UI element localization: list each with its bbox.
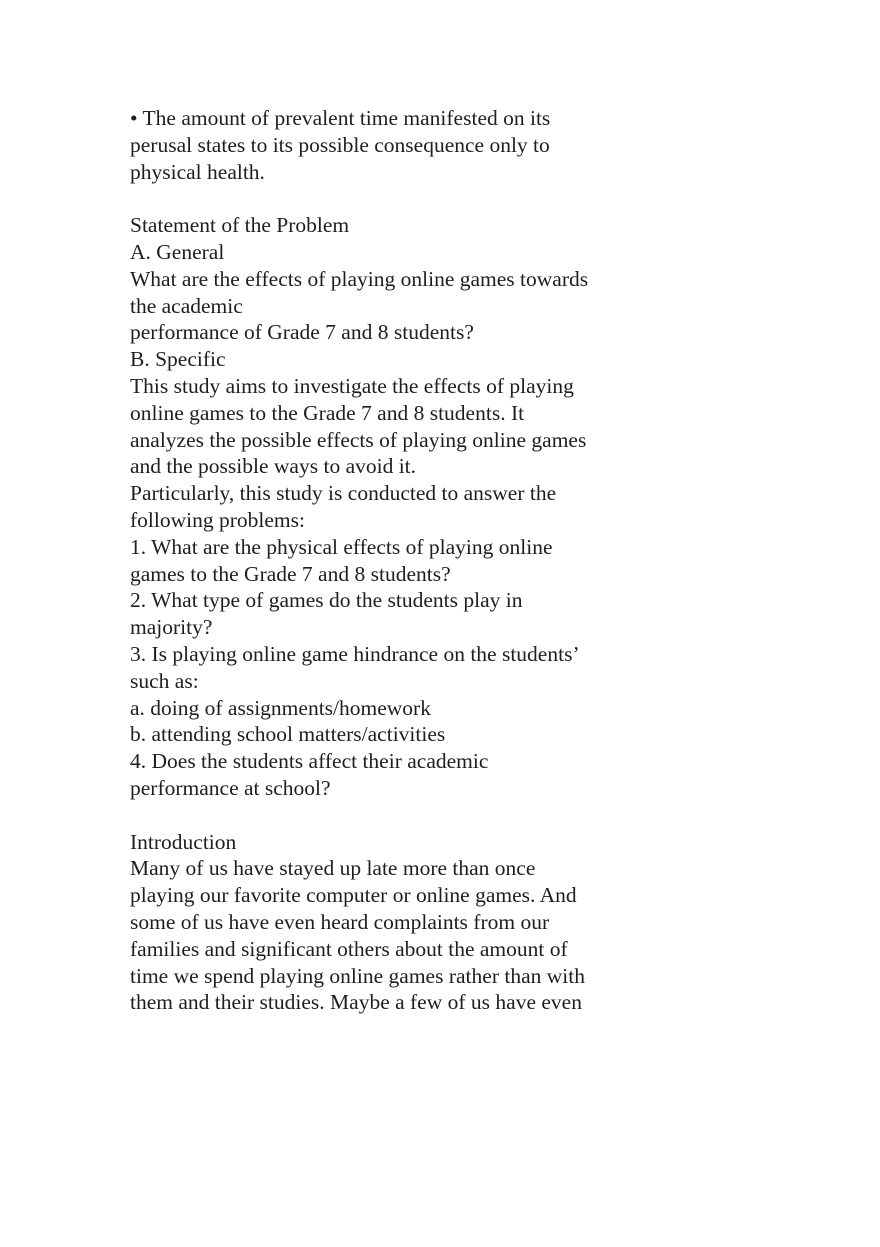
general-line: performance of Grade 7 and 8 students?	[130, 320, 474, 345]
question-line: such as:	[130, 668, 199, 693]
specific-line: and the possible ways to avoid it.	[130, 454, 417, 479]
introduction-line: Many of us have stayed up late more than once	[130, 856, 536, 881]
question-line: 3. Is playing online game hindrance on the students’	[130, 641, 580, 666]
question-line: majority?	[130, 615, 213, 640]
question-item-3	[130, 641, 650, 748]
bullet-line: perusal states to its possible consequence only to	[130, 132, 550, 157]
general-line: the academic	[130, 293, 243, 318]
question-item-2	[130, 587, 650, 641]
bullet-line: physical health.	[130, 159, 265, 184]
section-heading-problem: Statement of the Problem	[130, 213, 350, 238]
paragraph-gap	[130, 185, 650, 212]
specific-line: following problems:	[130, 507, 305, 532]
question-sub-item: a. doing of assignments/homework	[130, 695, 431, 720]
bullet-paragraph	[130, 105, 650, 185]
bullet-line: • The amount of prevalent time manifested on its	[130, 106, 551, 130]
question-line: games to the Grade 7 and 8 students?	[130, 561, 451, 586]
specific-line: This study aims to investigate the effects of playing	[130, 373, 574, 398]
question-item-1	[130, 534, 650, 588]
introduction-line: families and significant others about the amount of	[130, 936, 568, 961]
introduction-line: some of us have even heard complaints from our	[130, 909, 550, 934]
introduction-line: them and their studies. Maybe a few of us have even	[130, 990, 582, 1015]
general-line: What are the effects of playing online games towards	[130, 266, 589, 291]
section-heading-introduction: Introduction	[130, 829, 237, 854]
question-line: 2. What type of games do the students play in	[130, 588, 523, 613]
specific-line: Particularly, this study is conducted to answer the	[130, 481, 557, 506]
introduction-line: time we spend playing online games rather than with	[130, 963, 585, 988]
question-line: performance at school?	[130, 775, 331, 800]
paragraph-gap	[130, 802, 650, 829]
problem-section	[130, 212, 650, 802]
general-label: A. General	[130, 239, 225, 264]
text-column	[130, 105, 650, 1016]
specific-line: online games to the Grade 7 and 8 students. It	[130, 400, 525, 425]
specific-label: B. Specific	[130, 347, 226, 372]
question-sub-item: b. attending school matters/activities	[130, 722, 446, 747]
question-line: 1. What are the physical effects of playing online	[130, 534, 553, 559]
introduction-section	[130, 829, 650, 1017]
question-item-4	[130, 748, 650, 802]
specific-line: analyzes the possible effects of playing online games	[130, 427, 587, 452]
question-line: 4. Does the students affect their academic	[130, 749, 489, 774]
introduction-line: playing our favorite computer or online games. And	[130, 883, 577, 908]
